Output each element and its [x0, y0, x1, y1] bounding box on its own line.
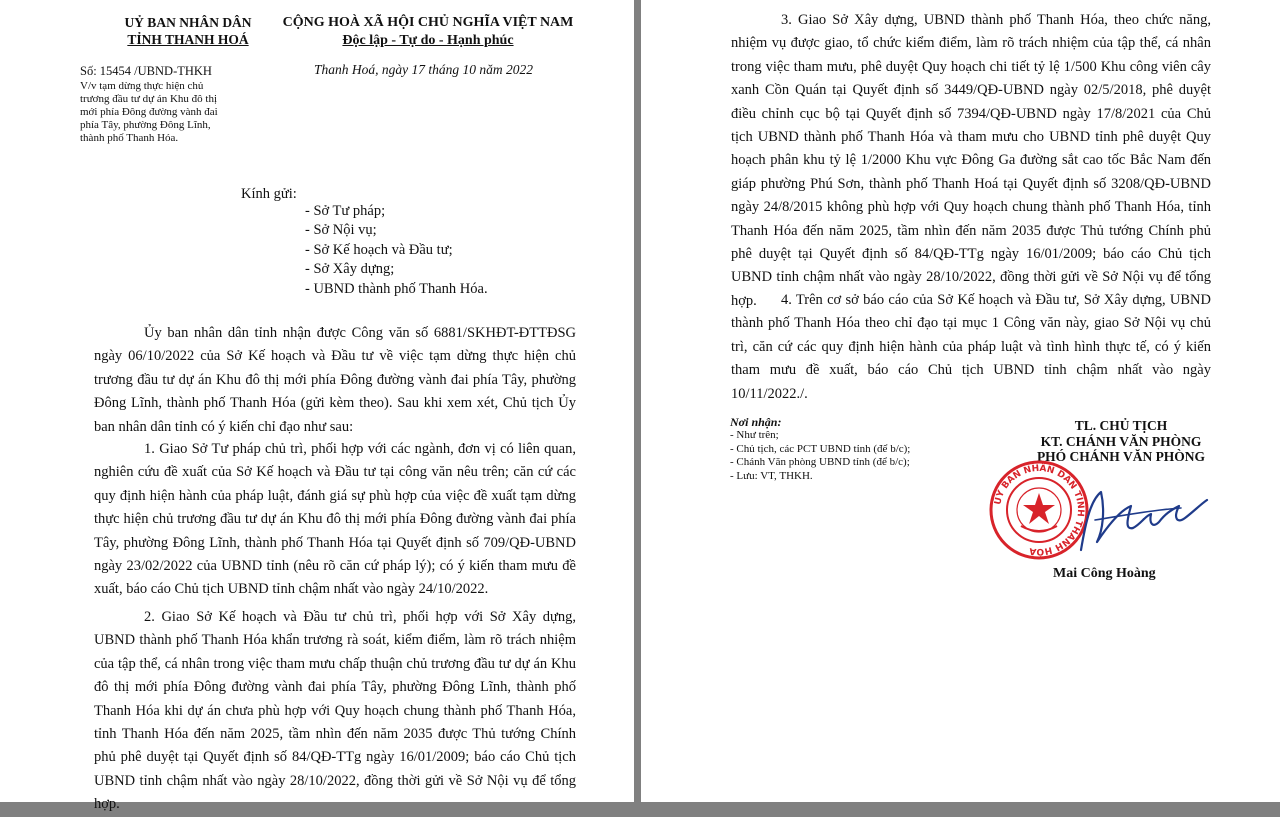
distribution-title: Nơi nhận: [730, 415, 782, 429]
subject-line: phía Tây, phường Đông Lĩnh, [80, 119, 211, 131]
subject-line: thành phố Thanh Hóa. [80, 132, 179, 144]
nation-name: CỘNG HOÀ XÃ HỘI CHỦ NGHĨA VIỆT NAM [282, 15, 574, 30]
recipient-item: - Sở Nội vụ; [305, 222, 377, 239]
signature-title-line2: KT. CHÁNH VĂN PHÒNG [1040, 433, 1202, 449]
issuing-organization [88, 14, 288, 48]
signer-name: Mai Công Hoàng [1053, 566, 1156, 581]
subject-line: trương đầu tư dự án Khu đô thị [80, 93, 218, 105]
document-number: Số: 15454 /UBND-THKH [80, 64, 212, 78]
distribution-item: - Chủ tịch, các PCT UBND tỉnh (để b/c); [730, 442, 911, 455]
directive-item-3: 3. Giao Sở Xây dựng, UBND thành phố Thanh Hóa, theo chức năng, nhiệm vụ được giao, tổ chức kiểm điểm, làm rõ trách nhiệm của tập thể, cá nhân trong việc tham mưu, phê duyệt Quy hoạch chi tiết tỷ lệ 1/500 Khu công viên cây xanh Cồn Quán tại Quyết định số 3449/QĐ-UBND ngày 02/5/2018, phê duyệt điều chỉnh cục bộ tại Quyết định số 7394/QĐ-UBND ngày 17/8/2021 của Chủ tịch UBND thành phố Thanh Hóa và tham mưu cho UBND tỉnh phê duyệt Quy hoạch phân khu tỷ lệ 1/2000 Khu vực Đông Ga đường sắt cao tốc Bắc Nam đến giáp phường Phú Sơn, thành phố Thanh Hoá tại Quyết định số 3208/QĐ-UBND ngày 24/8/2015 không phù hợp với Quy hoạch chung thành phố Thanh Hóa, tỉnh Thanh Hóa đến năm 2025, tầm nhìn đến năm 2035 được Thủ tướng Chính phủ phê duyệt tại Quyết định số 84/QĐ-TTg ngày 16/01/2009; báo cáo Chủ tịch UBND tỉnh chậm nhất vào ngày 28/10/2022, đồng thời gửi về Sở Nội vụ để tổng hợp. [731, 12, 1211, 309]
document-page-1 [0, 0, 634, 813]
document-subject [80, 80, 275, 145]
salutation-label: Kính gửi: [241, 186, 297, 202]
directive-item-4: 4. Trên cơ sở báo cáo của Sở Kế hoạch và Đầu tư, Sở Xây dựng, UBND thành phố Thanh Hóa theo chỉ đạo tại mục 1 Công văn này, giao Sở Nội vụ chủ trì, căn cứ các quy định hiện hành của pháp luật và tình hình thực tế, có ý kiến tham mưu đề xuất, báo cáo Chủ tịch UBND tỉnh chậm nhất vào ngày 10/11/2022./. [731, 292, 1211, 402]
recipient-item: - Sở Kế hoạch và Đầu tư; [305, 241, 453, 258]
subject-line: V/v tạm dừng thực hiện chủ [80, 80, 204, 92]
distribution-item: - Lưu: VT, THKH. [730, 469, 813, 482]
signature-title-block [1001, 418, 1241, 465]
signature-title-line3: PHÓ CHÁNH VĂN PHÒNG [1036, 449, 1206, 464]
handwritten-signature [1061, 480, 1211, 560]
recipient-item: - Sở Tư pháp; [305, 203, 386, 219]
signature-title-line1: TL. CHỦ TỊCH [1074, 418, 1168, 433]
motto: Độc lập - Tự do - Hạnh phúc [342, 33, 514, 48]
distribution-item: - Chánh Văn phòng UBND tỉnh (để b/c); [730, 456, 910, 469]
document-page-2 [641, 0, 1280, 802]
issue-date: Thanh Hoá, ngày 17 tháng 10 năm 2022 [314, 62, 533, 77]
national-motto [278, 14, 578, 50]
directive-item-2: 2. Giao Sở Kế hoạch và Đầu tư chủ trì, phối hợp với Sở Xây dựng, UBND thành phố Thanh Hóa khẩn trương rà soát, kiểm điểm, làm rõ trách nhiệm của tập thể, cá nhân trong việc tham mưu chấp thuận chủ trương đầu tư dự án Khu đô thị mới phía Đông đường vành đai phía Tây, phường Đông Lĩnh, thành phố Thanh Hóa khi dự án chưa phù hợp với Quy hoạch chung thành phố Thanh Hóa, tỉnh Thanh Hóa đến năm 2025, tầm nhìn đến năm 2035 được Thủ tướng Chính phủ phê duyệt tại Quyết định số 84/QĐ-TTg ngày 16/01/2009; báo cáo Chủ tịch UBND tỉnh chậm nhất vào ngày 28/10/2022, đồng thời gửi về Sở Nội vụ để tổng hợp. [94, 609, 576, 813]
distribution-list [730, 416, 910, 483]
org-name-line1: UỶ BAN NHÂN DÂN [124, 15, 252, 30]
recipient-item: - UBND thành phố Thanh Hóa. [305, 280, 488, 297]
recipient-item: - Sở Xây dựng; [305, 261, 395, 278]
recipient-list [305, 202, 488, 299]
distribution-item: - Như trên; [730, 429, 779, 442]
subject-line: mới phía Đông đường vành đai [80, 106, 218, 118]
intro-paragraph: Ủy ban nhân dân tỉnh nhận được Công văn số 6881/SKHĐT-ĐTTĐSG ngày 06/10/2022 của Sở Kế hoạch và Đầu tư về việc tạm dừng thực hiện chủ trương đầu tư dự án Khu đô thị mới phía Đông đường vành đai phía Tây, phường Đông Lĩnh, thành phố Thanh Hóa (gửi kèm theo). Sau khi xem xét, Chủ tịch Ủy ban nhân dân tỉnh có ý kiến chỉ đạo như sau: [94, 325, 576, 435]
org-name-line2: TỈNH THANH HOÁ [127, 32, 249, 47]
directive-item-1: 1. Giao Sở Tư pháp chủ trì, phối hợp với các ngành, đơn vị có liên quan, nghiên cứu đề xuất của Sở Kế hoạch và Đầu tư tại công văn nêu trên; căn cứ các quy định hiện hành của pháp luật, đánh giá sự phù hợp của việc đề xuất tạm dừng thực hiện chủ trương đầu tư dự án Khu đô thị mới phía Đông đường vành đai phía Tây, phường Đông Lĩnh, thành phố Thanh Hóa tại Quyết định số 709/QĐ-UBND ngày 23/02/2022 của UBND tỉnh (nêu rõ căn cứ pháp lý); có ý kiến tham mưu đề xuất, báo cáo Chủ tịch UBND tỉnh chậm nhất vào ngày 24/10/2022. [94, 441, 576, 598]
seal-text: ỦY BAN NHÂN DÂN TỈNH THANH HÓA [993, 463, 1086, 557]
